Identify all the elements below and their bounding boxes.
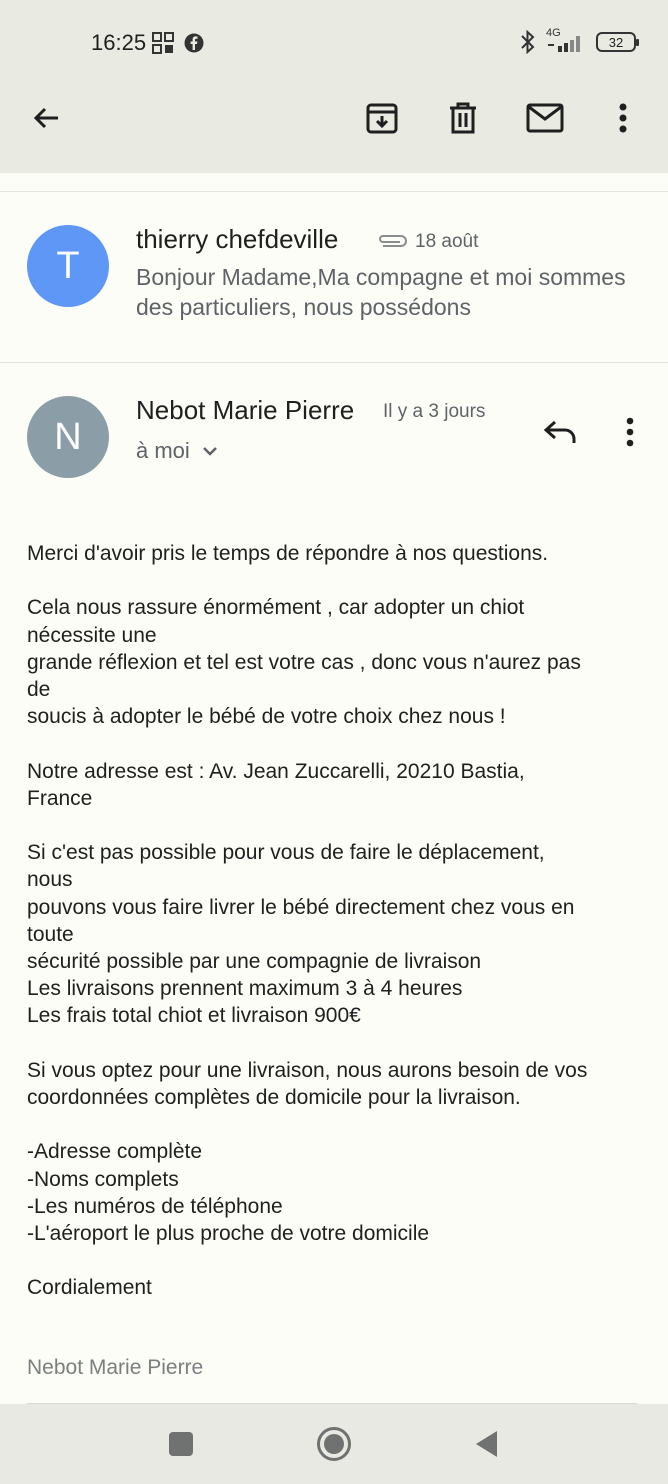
home-icon (316, 1426, 352, 1462)
recents-button[interactable] (161, 1424, 201, 1464)
body-paragraph: Cordialement (27, 1276, 152, 1300)
message-more-button[interactable] (608, 410, 652, 454)
reply-button[interactable] (538, 410, 582, 454)
body-paragraph: Si vous optez pour une livraison, nous aurons besoin de vos coordonnées complètes de domicile pour la livraison. (27, 1058, 588, 1109)
message-date: 18 août (415, 231, 479, 252)
back-icon (30, 102, 62, 134)
avatar-letter: T (56, 244, 80, 287)
body-paragraph: Cela nous rassure énormément , car adopter un chiot nécessite une grande réflexion et tel est votre cas , donc vous n'aurez pas de soucis à adopter le bébé de votre choix chez nous ! (27, 596, 581, 729)
body-paragraph: -Adresse complète -Noms complets -Les numéros de téléphone -L'aéroport le plus proche de votre domicile (27, 1140, 430, 1245)
more-options-button[interactable] (601, 96, 645, 140)
status-right (520, 27, 636, 54)
more-vert-icon (625, 417, 635, 447)
back-button[interactable] (24, 96, 68, 140)
battery-level: 32 (608, 34, 624, 50)
status-time: 16:25 (91, 30, 147, 55)
network-type: 4G (546, 27, 561, 39)
divider (0, 362, 668, 363)
avatar-letter: N (54, 415, 82, 458)
archive-icon (365, 101, 399, 135)
more-vert-icon (618, 102, 628, 134)
bluetooth-icon (520, 30, 536, 54)
chevron-down-icon (202, 446, 218, 456)
attachment-icon (375, 231, 409, 251)
body-paragraph: Si c'est pas possible pour vous de faire le déplacement, nous pouvons vous faire livrer le bébé directement chez vous en toute sécurité possible par une compagnie de livraison Les livraisons prennent maximum 3 à 4 heures Les frais total chiot et livraison 900€ (27, 841, 575, 1028)
facebook-icon (184, 33, 204, 53)
reply-icon (543, 419, 577, 445)
message-snippet: Bonjour Madame,Ma compagne et moi sommes des particuliers, nous possédons (136, 264, 626, 320)
home-button[interactable] (314, 1424, 354, 1464)
system-back-button[interactable] (466, 1424, 506, 1464)
app-bar (0, 0, 668, 173)
avatar[interactable] (27, 396, 109, 478)
sender-name: Nebot Marie Pierre (136, 395, 355, 425)
qr-grid-icon (152, 32, 174, 54)
divider (0, 191, 668, 192)
system-nav-bar (0, 1404, 668, 1484)
body-paragraph: Merci d'avoir pris le temps de répondre à nos questions. (27, 542, 549, 565)
recipient-details-toggle[interactable] (136, 438, 218, 464)
archive-button[interactable] (360, 96, 404, 140)
back-triangle-icon (473, 1429, 499, 1459)
body-paragraph: Notre adresse est : Av. Jean Zuccarelli, 20210 Bastia, France (27, 759, 525, 810)
sender-name: thierry chefdeville (136, 224, 339, 254)
message-date: Il y a 3 jours (383, 401, 486, 422)
avatar[interactable] (27, 225, 109, 307)
delete-icon (447, 101, 479, 135)
recipient-label: à moi (136, 438, 190, 463)
battery-indicator (596, 32, 636, 52)
mail-icon (526, 103, 564, 133)
message-body (27, 540, 652, 1302)
signal-icon (546, 30, 586, 54)
signal-group (546, 27, 586, 54)
mark-unread-button[interactable] (523, 96, 567, 140)
delete-button[interactable] (441, 96, 485, 140)
signature: Nebot Marie Pierre (27, 1356, 204, 1379)
status-left-icons (152, 32, 204, 54)
recents-icon (168, 1431, 194, 1457)
